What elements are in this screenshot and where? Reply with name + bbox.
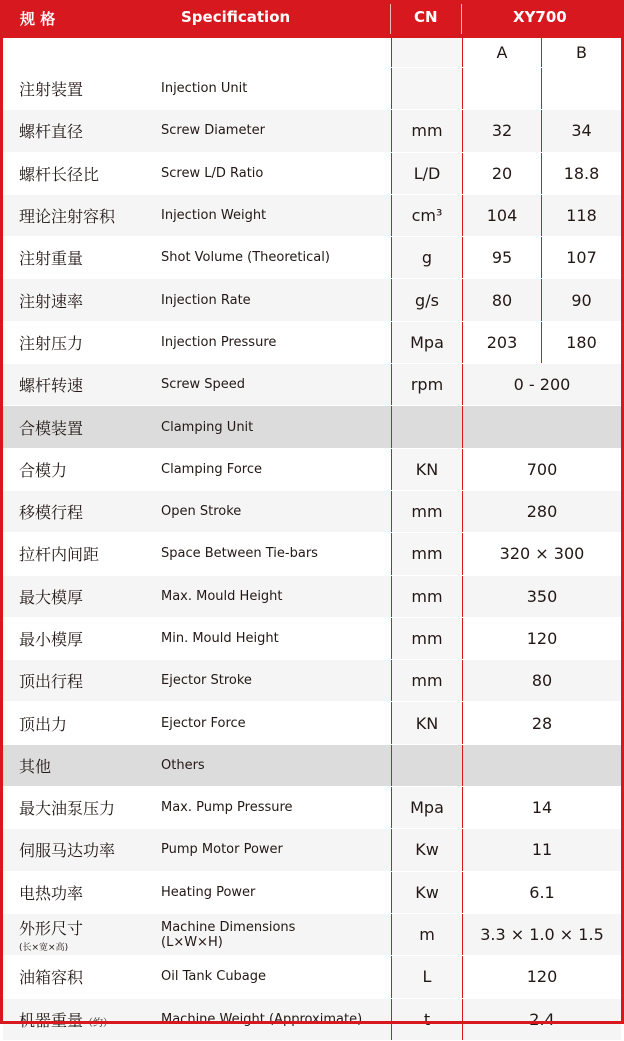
row-cn: 合模力: [3, 448, 161, 490]
row-cn: 螺杆长径比: [3, 152, 161, 194]
row-unit: mm: [392, 490, 463, 532]
row-value: 120: [463, 617, 622, 659]
row-en: Shot Volume (Theoretical): [161, 237, 392, 279]
row-en: Others: [161, 744, 392, 786]
row-value-a: 95: [463, 237, 542, 279]
row-value: 11: [463, 829, 622, 871]
row-unit: mm: [392, 110, 463, 152]
row-en-note: (L×W×H): [161, 934, 223, 950]
row-en: Injection Pressure: [161, 321, 392, 363]
row-unit: g: [392, 237, 463, 279]
header-cn: 规 格: [20, 10, 56, 28]
row-cn: 合模装置: [3, 406, 161, 448]
header-unit: CN: [414, 8, 438, 26]
row-unit: L: [392, 956, 463, 998]
row-en: Open Stroke: [161, 490, 392, 532]
row-value-b: 107: [542, 237, 622, 279]
row-cn: 油箱容积: [3, 956, 161, 998]
row-cn: 外形尺寸: [19, 919, 84, 939]
row-value: 0 - 200: [463, 364, 622, 406]
row-value: 350: [463, 575, 622, 617]
row-value: 14: [463, 787, 622, 829]
row-en: Min. Mould Height: [161, 617, 392, 659]
row-value: 120: [463, 956, 622, 998]
row-unit: L/D: [392, 152, 463, 194]
row-value: 320 × 300: [463, 533, 622, 575]
row-unit: Kw: [392, 829, 463, 871]
row-en: Clamping Force: [161, 448, 392, 490]
row-unit: Mpa: [392, 787, 463, 829]
row-cn: 拉杆内间距: [3, 533, 161, 575]
row-cn: 最小模厚: [3, 617, 161, 659]
row-en: Max. Mould Height: [161, 575, 392, 617]
row-value-b: 18.8: [542, 152, 622, 194]
row-cn: 顶出行程: [3, 660, 161, 702]
row-cn: 螺杆转速: [3, 364, 161, 406]
row-value: 700: [463, 448, 622, 490]
row-unit: mm: [392, 533, 463, 575]
row-unit: m: [392, 913, 463, 955]
row-unit: g/s: [392, 279, 463, 321]
row-cn: 最大模厚: [3, 575, 161, 617]
row-en: Machine Weight (Approximate): [161, 998, 392, 1040]
row-unit: KN: [392, 448, 463, 490]
row-en: Space Between Tie-bars: [161, 533, 392, 575]
row-value: 80: [463, 660, 622, 702]
header-model: XY700: [513, 8, 567, 26]
row-unit: KN: [392, 702, 463, 744]
row-en: Screw Speed: [161, 364, 392, 406]
row-cn: 螺杆直径: [3, 110, 161, 152]
row-cn-note: (长×宽×高): [19, 943, 69, 954]
row-en: Heating Power: [161, 871, 392, 913]
row-en: Oil Tank Cubage: [161, 956, 392, 998]
row-unit: t: [392, 998, 463, 1040]
row-value-a: 104: [463, 194, 542, 236]
row-cn: 注射速率: [3, 279, 161, 321]
row-value-a: 32: [463, 110, 542, 152]
row-en: Screw L/D Ratio: [161, 152, 392, 194]
row-en: Injection Rate: [161, 279, 392, 321]
row-cn: 注射压力: [3, 321, 161, 363]
row-en: Max. Pump Pressure: [161, 787, 392, 829]
row-cn: 电热功率: [3, 871, 161, 913]
header-spec: Specification: [181, 8, 291, 26]
row-en: Machine Dimensions: [161, 919, 296, 935]
row-value-b: 118: [542, 194, 622, 236]
row-value-a: 20: [463, 152, 542, 194]
row-unit: cm³: [392, 194, 463, 236]
col-b-label: B: [542, 38, 622, 68]
row-cn: 最大油泵压力: [3, 787, 161, 829]
col-a-label: A: [463, 38, 542, 68]
row-en: Injection Weight: [161, 194, 392, 236]
row-value: 28: [463, 702, 622, 744]
row-en: Clamping Unit: [161, 406, 392, 448]
row-cn: 注射重量: [3, 237, 161, 279]
row-cn: 伺服马达功率: [3, 829, 161, 871]
row-value: 3.3 × 1.0 × 1.5: [463, 913, 622, 955]
row-value: 280: [463, 490, 622, 532]
row-value-b: 34: [542, 110, 622, 152]
row-en: Screw Diameter: [161, 110, 392, 152]
row-unit: Mpa: [392, 321, 463, 363]
row-cn-note: （约）: [83, 1017, 114, 1029]
row-value-a: 80: [463, 279, 542, 321]
row-unit: mm: [392, 660, 463, 702]
row-unit: Kw: [392, 871, 463, 913]
row-cn: 其他: [3, 744, 161, 786]
row-cn: 机器重量: [19, 1010, 84, 1030]
row-en: Pump Motor Power: [161, 829, 392, 871]
row-cn: 注射装置: [3, 68, 161, 110]
row-value-a: 203: [463, 321, 542, 363]
row-value: 2.4: [463, 998, 622, 1040]
row-cn: 理论注射容积: [3, 194, 161, 236]
row-unit: mm: [392, 575, 463, 617]
row-en: Ejector Force: [161, 702, 392, 744]
row-value-b: 90: [542, 279, 622, 321]
row-value: 6.1: [463, 871, 622, 913]
row-en: Injection Unit: [161, 68, 392, 110]
row-value-b: 180: [542, 321, 622, 363]
row-unit: rpm: [392, 364, 463, 406]
row-cn: 移模行程: [3, 490, 161, 532]
row-unit: mm: [392, 617, 463, 659]
row-en: Ejector Stroke: [161, 660, 392, 702]
row-cn: 顶出力: [3, 702, 161, 744]
